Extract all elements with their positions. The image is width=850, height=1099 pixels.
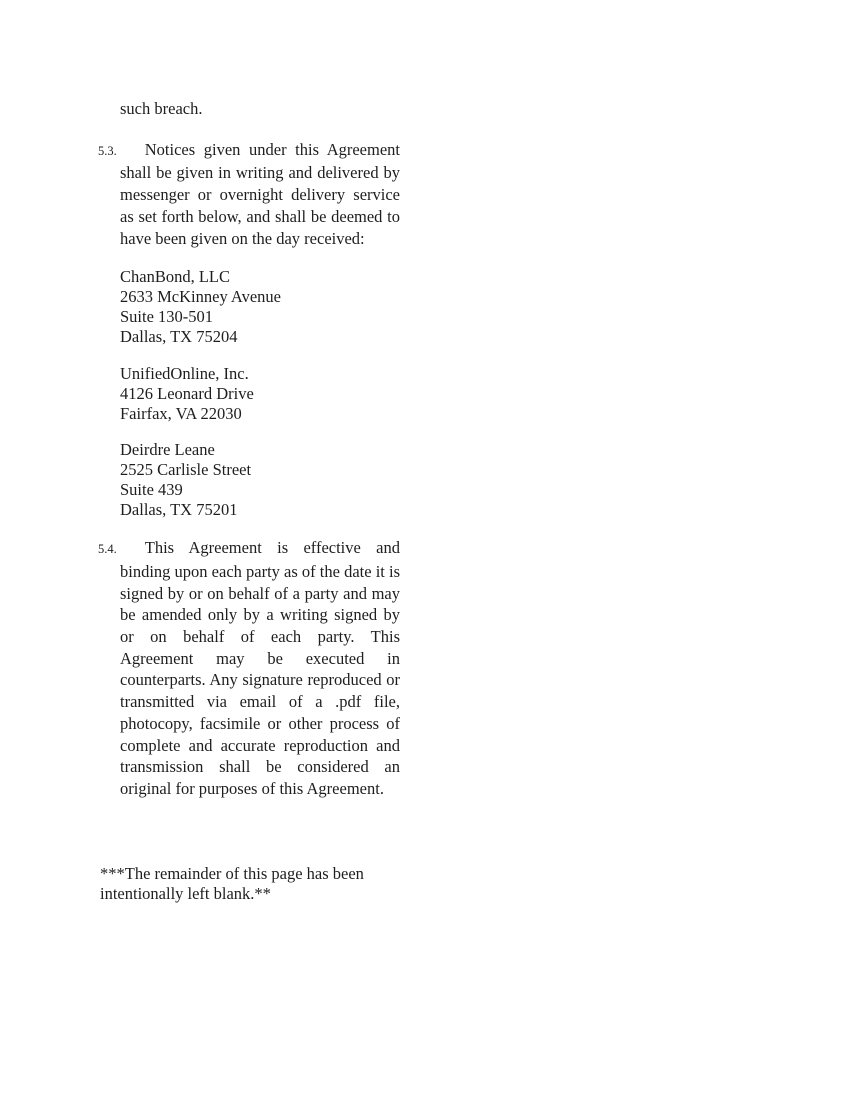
paragraph-fragment: such breach. bbox=[120, 99, 203, 118]
page-content bbox=[100, 98, 401, 904]
footer-note: ***The remainder of this page has been intentionally left blank.** bbox=[100, 863, 364, 903]
section-5-4-number: 5.4. bbox=[98, 542, 117, 557]
notice-address-unifiedonline bbox=[120, 364, 401, 424]
section-5-3-text: Notices given under this Agreement shall be given in writing and delivered by messenger or overnight delivery service as set forth below, and shall be deemed to have been given on the day received: bbox=[120, 139, 400, 248]
address-line: ChanBond, LLC bbox=[120, 267, 230, 287]
address-line: Deirdre Leane bbox=[120, 440, 215, 460]
address-line: Suite 130-501 bbox=[120, 307, 214, 327]
section-5-3 bbox=[98, 139, 400, 250]
address-line: Suite 439 bbox=[120, 480, 183, 500]
section-5-3-number: 5.3. bbox=[98, 143, 117, 158]
address-line: UnifiedOnline, Inc. bbox=[120, 364, 249, 384]
notice-address-deirdre-leane bbox=[120, 440, 401, 520]
address-line: 2525 Carlisle Street bbox=[120, 460, 252, 480]
address-line: 4126 Leonard Drive bbox=[120, 384, 254, 404]
address-line: Dallas, TX 75201 bbox=[120, 500, 238, 520]
notice-address-chanbond bbox=[120, 267, 401, 347]
address-line: Fairfax, VA 22030 bbox=[120, 404, 242, 424]
section-5-4 bbox=[98, 537, 400, 799]
address-line: 2633 McKinney Avenue bbox=[120, 287, 281, 307]
section-5-4-text: This Agreement is effective and binding upon each party as of the date it is signed by or on behalf of a party and may be amended only by a writing signed by or on behalf of each party. This Agreement may be executed in counterparts. Any signature reproduced or transmitted via email of a .pdf file, photocopy, facsimile or other process of complete and accurate reproduction and transmission shall be considered an original for purposes of this Agreement. bbox=[120, 538, 400, 798]
address-line: Dallas, TX 75204 bbox=[120, 327, 238, 347]
